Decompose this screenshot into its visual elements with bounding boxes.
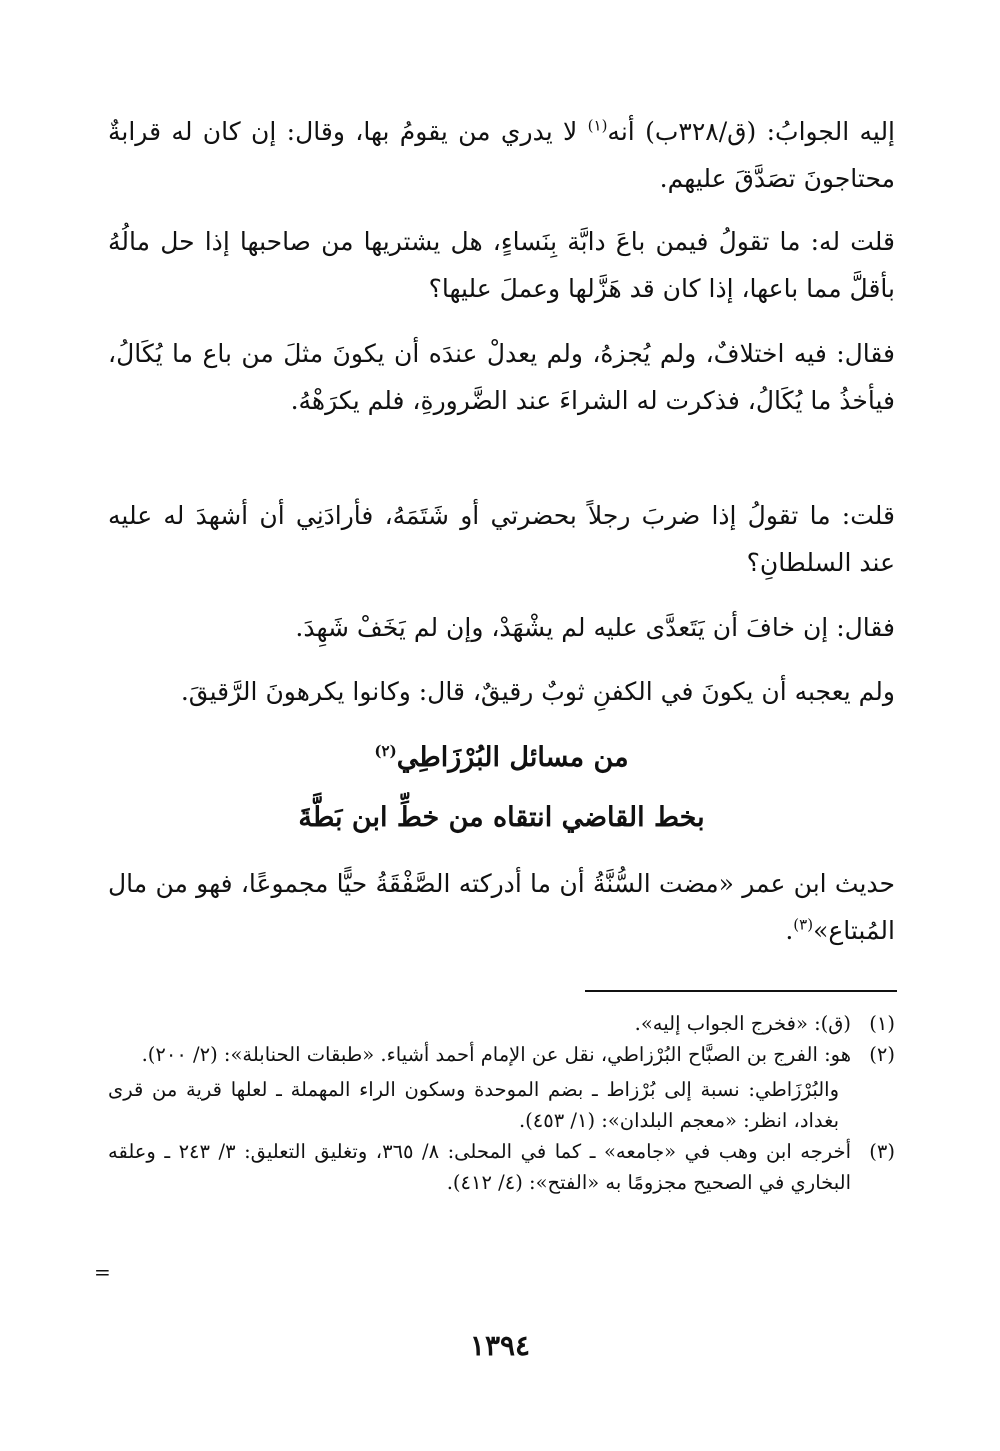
paragraph-6: ولم يعجبه أن يكونَ في الكفنِ ثوبٌ رقيقٌ، قال: وكانوا يكرهونَ الرَّقيقَ. — [180, 677, 895, 706]
footnote-2-continuation: والبُرْزَاطي: نسبة إلى بُرْزاط ـ بضم الموحدة وسكون الراء المهملة ـ لعلها قرية من قرى بغداد، انظر: «معجم البلدان»: (١/ ٤٥٣). — [108, 1078, 839, 1132]
paragraph-7 — [108, 860, 895, 954]
footnotes — [108, 1008, 895, 1198]
main-text-3 — [108, 330, 895, 424]
footnote-3 — [108, 1136, 895, 1198]
footnote-text: (ق): «فخرج الجواب إليه». — [634, 1012, 851, 1035]
footnote-ref-2: (٢) — [374, 742, 397, 760]
section-subheading-text: بخط القاضي انتقاه من خطِّ ابن بَطَّةَ — [298, 802, 705, 833]
main-text-5 — [108, 604, 895, 651]
paragraph-7-end: . — [785, 916, 794, 945]
paragraph-2: قلت له: ما تقولُ فيمن باعَ دابَّة بِنَساءٍ، هل يشتريها من صاحبها إذا حل مالُهُ بأقلَّ مما باعها، إذا كان قد هَزَّلها وعملَ عليها؟ — [108, 227, 895, 303]
main-text-6 — [108, 668, 895, 715]
section-heading — [108, 738, 895, 778]
paragraph-1 — [108, 108, 895, 202]
footnote-1 — [108, 1008, 895, 1039]
footnote-number: (٣) — [869, 1140, 895, 1163]
footnote-number: (١) — [869, 1012, 895, 1035]
footnote-text: أخرجه ابن وهب في «جامعه» ـ كما في المحلى: ٨/ ٣٦٥، وتغليق التعليق: ٣/ ٢٤٣ ـ وعلقه البخاري في الصحيح مجزومًا به «الفتح»: (٤/ ٤١٢). — [108, 1140, 852, 1194]
footnote-separator — [585, 990, 897, 992]
footnote-ref-3: (٣) — [793, 915, 814, 934]
footnote-ref-1: (١) — [587, 116, 608, 135]
section-heading-text: من مسائل البُرْزَاطِي — [396, 742, 629, 773]
paragraph-7-text: حديث ابن عمر «مضت السُّنَّةُ أن ما أدركته الصَّفْقَةُ حيًّا مجموعًا، فهو من مال المُبتاع» — [108, 869, 895, 945]
paragraph-4: قلت: ما تقولُ إذا ضربَ رجلاً بحضرتي أو شَتَمَهُ، فأرادَنِي أن أشهدَ له عليه عند السلطانِ؟ — [108, 501, 895, 577]
main-text-2 — [108, 218, 895, 312]
paragraph-3: فقال: فيه اختلافٌ، ولم يُجزهُ، ولم يعدلْ عندَه أن يكونَ مثلَ من باع ما يُكَالُ، فيأخذُ ما يُكَالُ، فذكرت له الشراءَ عند الضَّرورةِ، فلم يكرَهْهُ. — [108, 339, 895, 415]
paragraph-1-start: إليه الجوابُ: (ق/٣٢٨ب) أنه — [607, 117, 896, 146]
continuation-mark: = — [94, 1260, 111, 1284]
paragraph-5: فقال: إن خافَ أن يَتَعدَّى عليه لم يشْهَدْ، وإن لم يَخَفْ شَهِدَ. — [295, 613, 895, 642]
section-subheading — [108, 798, 895, 838]
page-number: ١٣٩٤ — [469, 1329, 531, 1362]
paragraph-1-end: لا يدري من يقومُ بها، وقال: إن كان له قرابةٌ محتاجونَ تصَدَّقَ عليهم. — [108, 117, 895, 193]
main-text-4 — [108, 492, 895, 586]
footnote-number: (٢) — [869, 1043, 895, 1066]
main-text-7 — [108, 860, 895, 954]
main-text — [108, 108, 895, 202]
footnote-text: هو: الفرج بن الصبَّاح البُرْزاطي، نقل عن الإمام أحمد أشياء. «طبقات الحنابلة»: (٢/ ٢٠٠). — [141, 1043, 851, 1066]
footnote-2 — [108, 1039, 895, 1070]
